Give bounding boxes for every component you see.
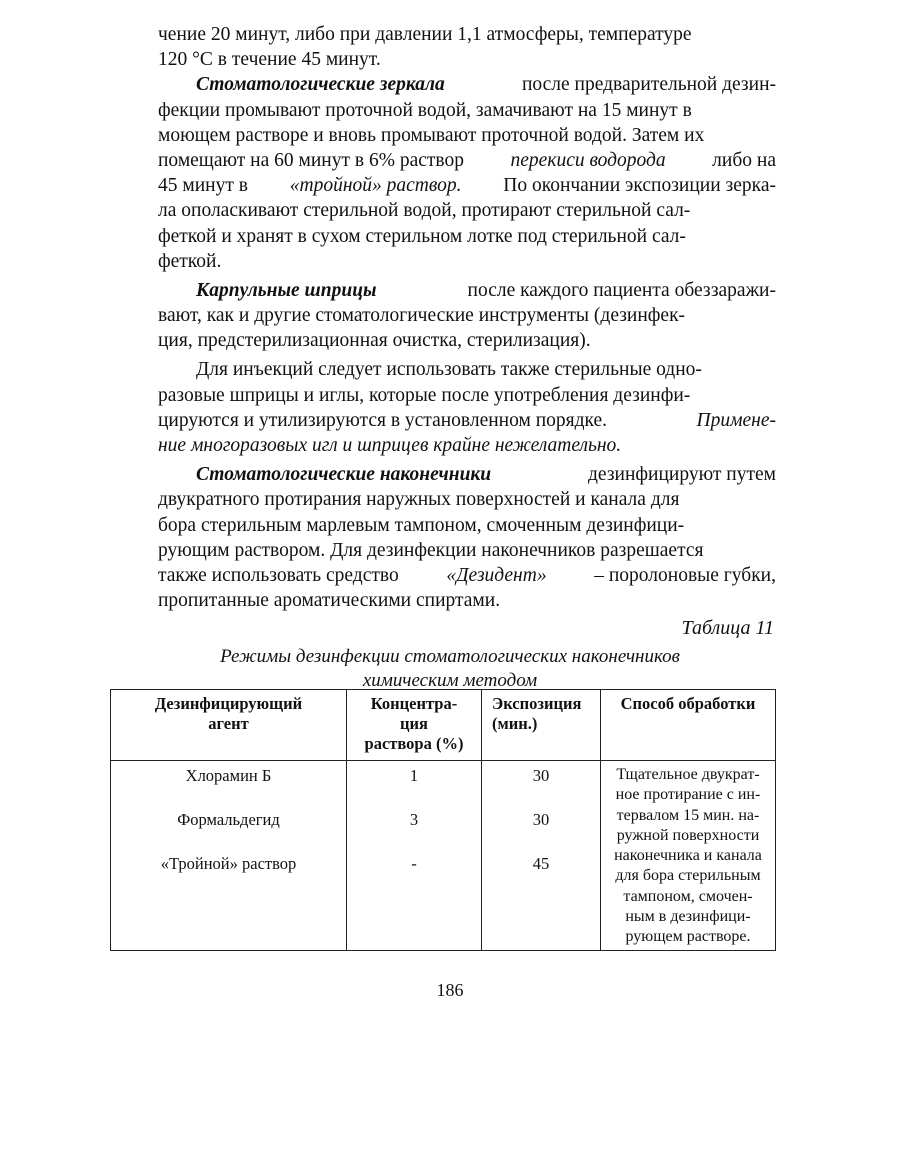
- text-run: после предварительной дезин-: [521, 74, 776, 96]
- disinfection-table: [110, 689, 776, 951]
- paragraph-line: [158, 249, 776, 274]
- text-run: разовые шприцы и иглы, которые после употребления дезинфи-: [158, 384, 691, 406]
- text-run-italic: Применe-: [696, 409, 776, 431]
- body-text: [158, 22, 776, 613]
- header-method: [601, 690, 776, 761]
- paragraph-line: [158, 72, 776, 97]
- text-run: ция, предстерилизационная очистка, стерилизация).: [158, 330, 591, 352]
- text-run: пропитанные ароматическими спиртами.: [158, 590, 501, 612]
- exposure-cell: [482, 761, 601, 951]
- paragraph-line: [158, 383, 776, 408]
- paragraph-line: [158, 538, 776, 563]
- text-run: феткой.: [158, 250, 222, 272]
- term-dental-mirrors: Стоматологические зеркала: [196, 74, 445, 96]
- text-run: двукратного протирания наружных поверхностей и канала для: [158, 489, 680, 511]
- paragraph-line: [158, 123, 776, 148]
- paragraph-line: [158, 148, 776, 173]
- text-run: 45 минут в: [158, 175, 248, 197]
- paragraph-line: [158, 303, 776, 328]
- cell-value: Формальдегид: [177, 810, 280, 829]
- text-run: цируются и утилизируются в установленном порядке.: [158, 409, 608, 431]
- header-line: раствора (%): [364, 734, 464, 753]
- text-run: также использовать средство: [158, 564, 399, 586]
- paragraph-line: [158, 513, 776, 538]
- paragraph-line: [158, 588, 776, 613]
- method-line: ружной поверхности: [616, 826, 760, 844]
- page-number: 186: [436, 980, 464, 1000]
- cell-value: -: [411, 854, 417, 873]
- term-carpule-syringes: Карпульные шприцы: [196, 279, 377, 301]
- method-line: для бора стерильным: [615, 867, 761, 885]
- paragraph-line: [158, 224, 776, 249]
- header-line: Дезинфицирующий: [154, 694, 303, 713]
- method-line: ное протирание с ин-: [615, 786, 761, 804]
- method-line: Тщательное двукрат-: [616, 766, 760, 783]
- cell-value: «Тройной» раствор: [160, 854, 297, 873]
- paragraph-line: [158, 98, 776, 123]
- text-run: чение 20 минут, либо при давлении 1,1 атмосферы, температуре: [158, 24, 692, 45]
- text-run: бора стерильным марлевым тампоном, смоченным дезинфици-: [158, 514, 685, 536]
- text-run: либо на: [712, 149, 776, 171]
- header-line: (мин.): [492, 714, 538, 733]
- paragraph-line: [158, 198, 776, 223]
- text-run: моющем растворе и вновь промывают проточной водой. Затем их: [158, 124, 705, 146]
- text-run-italic: ние многоразовых игл и шприцев крайне нежелательно.: [158, 435, 622, 456]
- method-cell: [601, 761, 776, 951]
- paragraph-line: [158, 408, 776, 433]
- cell-value: 45: [532, 854, 550, 873]
- table-title-line: Режимы дезинфекции стоматологических наконечников: [220, 646, 680, 667]
- paragraph-line: [158, 462, 776, 487]
- header-agent: [111, 690, 347, 761]
- cell-value: 30: [532, 810, 550, 829]
- header-line: Способ обработки: [620, 694, 756, 713]
- cell-value: 30: [532, 766, 550, 785]
- header-exposure: [482, 690, 601, 761]
- text-run: По окончании экспозиции зерка-: [503, 175, 776, 197]
- agent-cell: [111, 761, 347, 951]
- text-run: ла ополаскивают стерильной водой, протирают стерильной сал-: [158, 200, 691, 222]
- text-run: – поролоновые губки,: [594, 564, 776, 586]
- term-dental-handpieces: Стоматологические наконечники: [196, 464, 492, 486]
- paragraph-line: [158, 278, 776, 303]
- method-line: наконечника и канала: [614, 847, 762, 865]
- cell-value: 3: [409, 810, 419, 829]
- paragraph-line: [158, 173, 776, 198]
- paragraph-line: [158, 328, 776, 353]
- table-header-row: [111, 690, 776, 761]
- concentration-cell: [347, 761, 482, 951]
- paragraph-line: [158, 563, 776, 588]
- text-run: рующим раствором. Для дезинфекции наконечников разрешается: [158, 539, 704, 561]
- text-run-italic: «тройной» раствор.: [289, 175, 462, 197]
- text-run: дезинфицируют путем: [588, 464, 776, 486]
- text-run: вают, как и другие стоматологические инструменты (дезинфек-: [158, 305, 686, 327]
- method-line: тервалом 15 мин. на-: [616, 806, 760, 824]
- header-line: ция: [400, 714, 428, 733]
- table-label: Таблица 11: [681, 617, 774, 639]
- text-run: помещают на 60 минут в 6% раствор: [158, 149, 464, 171]
- method-line: ным в дезинфици-: [625, 908, 751, 926]
- text-run: 120 °С в течение 45 минут.: [158, 49, 381, 71]
- header-line: Экспозиция: [492, 694, 582, 713]
- text-run: после каждого пациента обеззаражи-: [467, 279, 776, 301]
- table-title-line: химическим методом: [362, 670, 538, 691]
- header-line: Концентра-: [370, 694, 458, 713]
- method-line: рующем растворе.: [625, 928, 751, 946]
- paragraph-line: [158, 22, 776, 47]
- method-line: тампоном, смочен-: [623, 887, 753, 905]
- text-run: фекции промывают проточной водой, замачивают на 15 минут в: [158, 99, 692, 121]
- header-concentration: [347, 690, 482, 761]
- table-row: [111, 761, 776, 951]
- paragraph-line: [158, 433, 776, 458]
- table-title: [110, 645, 790, 693]
- paragraph-line: [158, 47, 776, 72]
- cell-value: 1: [409, 766, 419, 785]
- text-run-italic: перекиси водорода: [510, 149, 666, 171]
- cell-value: Хлорамин Б: [185, 766, 272, 785]
- text-run: феткой и хранят в сухом стерильном лотке под стерильной сал-: [158, 225, 686, 247]
- paragraph-line: [158, 487, 776, 512]
- paragraph-line: [158, 357, 776, 382]
- header-line: агент: [208, 714, 249, 733]
- text-run: Для инъекций следует использовать также стерильные одно-: [196, 359, 702, 381]
- text-run-italic: «Дезидент»: [446, 564, 547, 586]
